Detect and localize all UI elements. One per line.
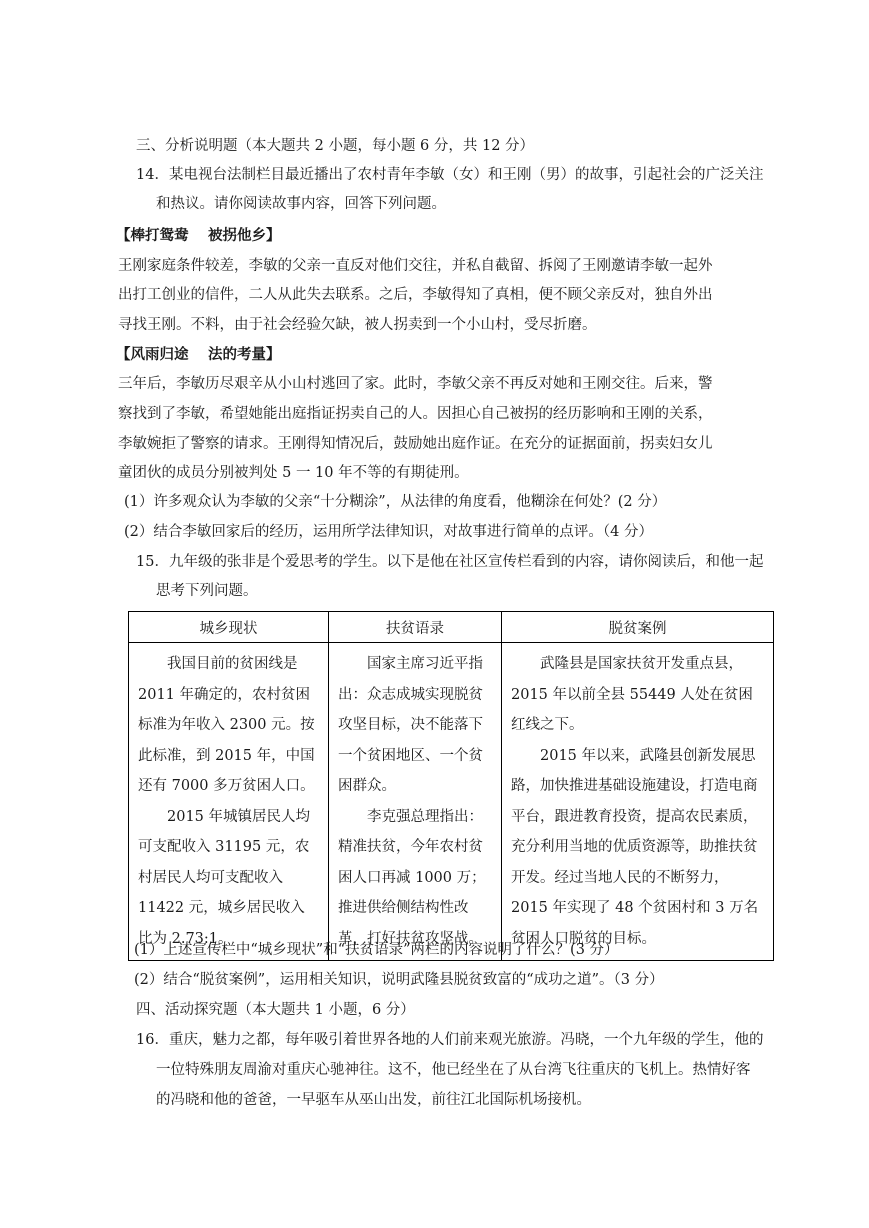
q14-part1-line: 出打工创业的信件，二人从此失去联系。之后，李敏得知了真相，便不顾父亲反对，独自外出 xyxy=(118,287,713,303)
q14-part2-line: 童团伙的成员分别被判处 5 一 10 年不等的有期徒刑。 xyxy=(118,465,469,481)
q16-line: 16．重庆，魅力之都，每年吸引着世界各地的人们前来观光旅游。冯晓，一个九年级的学生，他的 xyxy=(136,1032,764,1048)
q15-question2: (2）结合“脱贫案例”，运用相关知识，说明武隆县脱贫致富的“成功之道”。（3 分） xyxy=(134,972,664,988)
q15-intro-line1: 15．九年级的张非是个爱思考的学生。以下是他在社区宣传栏看到的内容，请你阅读后，和他一起 xyxy=(136,554,764,570)
table-row xyxy=(129,643,774,961)
q14-part2-line: 三年后，李敏历尽艰辛从小山村逃回了家。此时，李敏父亲不再反对她和王刚交往。后来，警 xyxy=(118,376,713,392)
q14-part2-line: 李敏婉拒了警察的请求。王刚得知情况后，鼓励她出庭作证。在充分的证据面前，拐卖妇女儿 xyxy=(118,436,713,452)
q15-question1: (1）上述宣传栏中“城乡现状”和“扶贫语录”两栏的内容说明了什么？(3 分） xyxy=(134,942,619,958)
table-cell xyxy=(502,643,774,961)
section3-heading: 三、分析说明题（本大题共 2 小题，每小题 6 分，共 12 分） xyxy=(136,138,535,154)
q16-line: 的冯晓和他的爸爸，一早驱车从巫山出发，前往江北国际机场接机。 xyxy=(156,1092,591,1108)
q16-line: 一位特殊朋友周渝对重庆心驰神往。这不，他已经坐在了从台湾飞往重庆的飞机上。热情好客 xyxy=(156,1062,751,1078)
cell-paragraph: 2015 年以来，武隆县创新发展思路，加快推进基础设施建设，打造电商平台，跟进教育投资，提高农民素质，充分利用当地的优质资源等，助推扶贫开发。经过当地人民的不断努力，2015 年实现了 48 个贫困村和 3 万名贫困人口脱贫的目标。 xyxy=(511,747,759,947)
table-cell xyxy=(329,643,502,961)
q14-part1-title: 【棒打鸳鸯 被拐他乡】 xyxy=(116,227,281,244)
q14-part2-line: 察找到了李敏，希望她能出庭指证拐卖自己的人。因担心自己被拐的经历影响和王刚的关系， xyxy=(118,406,713,422)
table-header-row xyxy=(129,612,774,643)
cell-paragraph: 武隆县是国家扶贫开发重点县，2015 年以前全县 55449 人处在贫困红线之下。 xyxy=(511,656,753,733)
q14-part2-title: 【风雨归途 法的考量】 xyxy=(116,346,281,363)
cell-paragraph: 2015 年城镇居民人均可支配收入 31195 元，农村居民人均可支配收入11422 元，城乡居民收入比为 2.73:1。 xyxy=(138,808,311,947)
q14-part1-line: 寻找王刚。不料，由于社会经验欠缺，被人拐卖到一个小山村，受尽折磨。 xyxy=(118,317,597,333)
cell-paragraph: 我国目前的贫困线是2011 年确定的，农村贫困标准为年收入 2300 元。按此标准，到 2015 年，中国还有 7000 多万贫困人口。 xyxy=(138,656,315,794)
table-header-cell: 城乡现状 xyxy=(129,612,329,643)
section4-heading: 四、活动探究题（本大题共 1 小题，6 分） xyxy=(136,1002,415,1018)
poverty-info-table xyxy=(128,611,774,961)
table-header-cell: 扶贫语录 xyxy=(329,612,502,643)
table-cell xyxy=(129,643,329,961)
q14-question1: (1）许多观众认为李敏的父亲“十分糊涂”，从法律的角度看，他糊涂在何处？(2 分） xyxy=(124,494,667,510)
cell-paragraph: 李克强总理指出：精准扶贫，今年农村贫困人口再减 1000 万；推进供给侧结构性改革，打好扶贫攻坚战。 xyxy=(338,808,486,947)
q14-intro-line1: 14．某电视台法制栏目最近播出了农村青年李敏（女）和王刚（男）的故事，引起社会的广泛关注 xyxy=(136,167,764,183)
cell-paragraph: 国家主席习近平指出：众志成城实现脱贫攻坚目标，决不能落下一个贫困地区、一个贫困群众。 xyxy=(338,656,483,794)
q14-part1-line: 王刚家庭条件较差，李敏的父亲一直反对他们交往，并私自截留、拆阅了王刚邀请李敏一起外 xyxy=(118,258,713,274)
q14-intro-line2: 和热议。请你阅读故事内容，回答下列问题。 xyxy=(156,196,446,212)
q15-intro-line2: 思考下列问题。 xyxy=(156,583,258,599)
table-header-cell: 脱贫案例 xyxy=(502,612,774,643)
q14-question2: (2）结合李敏回家后的经历，运用所学法律知识，对故事进行简单的点评。（4 分） xyxy=(124,524,653,540)
